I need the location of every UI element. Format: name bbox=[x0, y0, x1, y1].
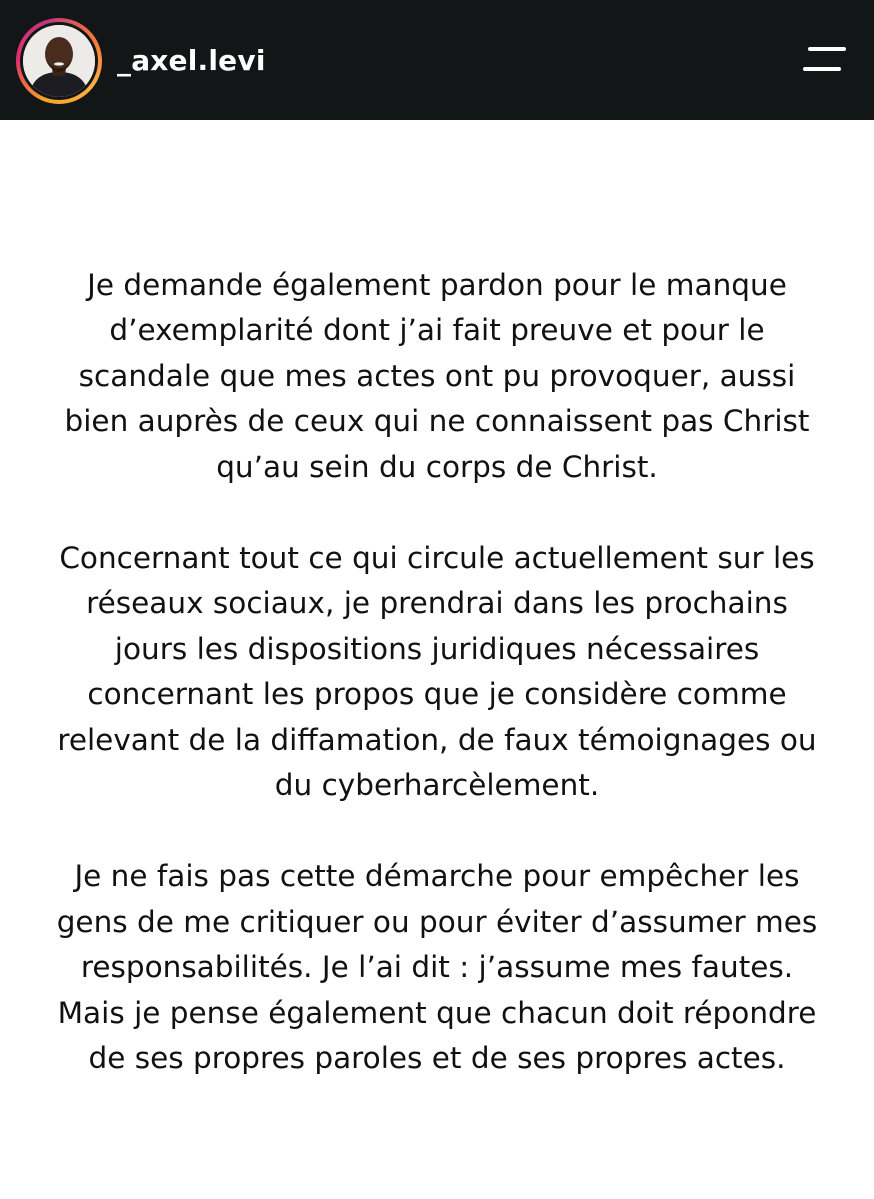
paragraph: Concernant tout ce qui circule actuellement sur les réseaux sociaux, je prendrai dans les prochains jours les dispositions juridiques nécessaires concernant les propos que je considère comme relevant de la diffamation, de faux témoignages ou du cyberharcèlement. bbox=[57, 541, 817, 803]
avatar-frame bbox=[20, 22, 98, 100]
avatar bbox=[23, 25, 95, 97]
menu-button[interactable] bbox=[794, 40, 856, 80]
profile-header bbox=[0, 0, 874, 120]
post-text bbox=[20, 263, 854, 1128]
hamburger-menu-icon bbox=[794, 40, 856, 80]
story-ring[interactable] bbox=[16, 18, 102, 104]
paragraph: Je ne fais pas cette démarche pour empêcher les gens de me critiquer ou pour éviter d’assumer mes responsabilités. Je l’ai dit : j’assume mes fautes. Mais je pense également que chacun doit répondre de ses propres paroles et de ses propres actes. bbox=[56, 859, 818, 1076]
paragraph: Je demande également pardon pour le manque d’exemplarité dont j’ai fait preuve et pour le scandale que mes actes ont pu provoquer, aussi bien auprès de ceux qui ne connaissent pas Christ qu’au sein du corps de Christ. bbox=[64, 268, 810, 484]
username[interactable]: _axel.levi bbox=[117, 44, 266, 77]
